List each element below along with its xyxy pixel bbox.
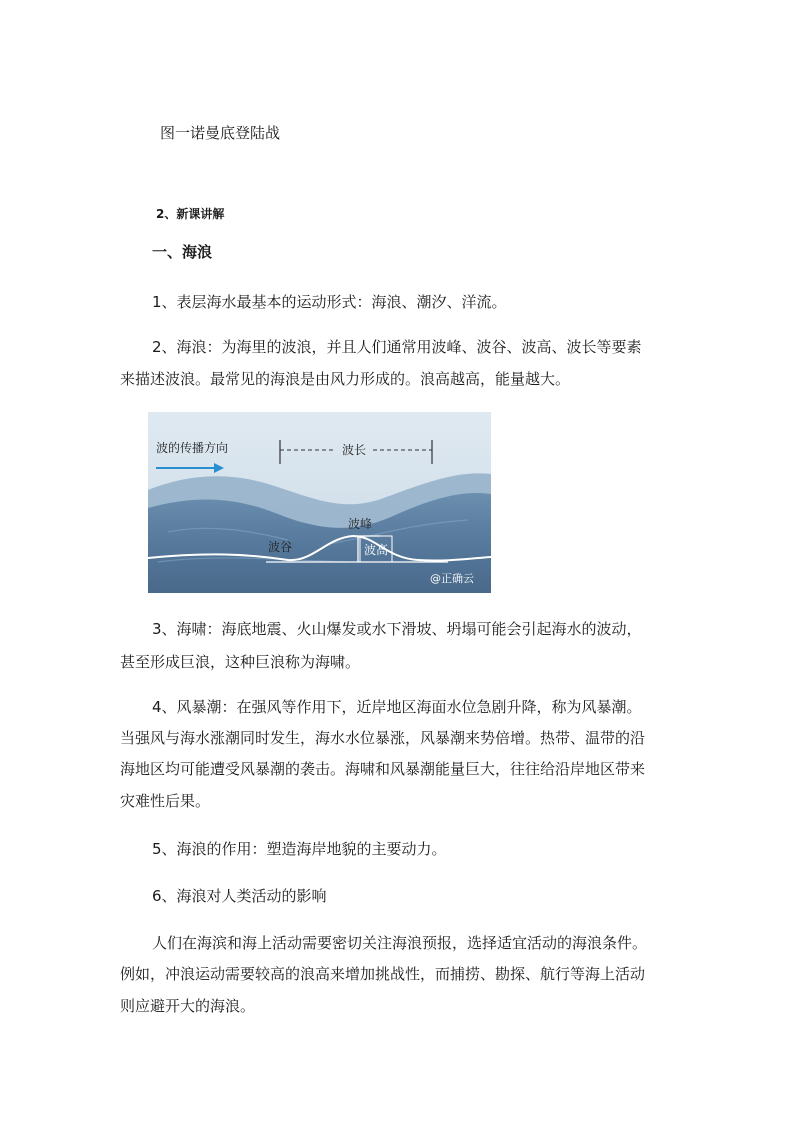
paragraph-3-line-2: 甚至形成巨浪，这种巨浪称为海啸。 [120,653,361,671]
paragraph-2-line-2: 来描述波浪。最常见的海浪是由风力形成的。浪高越高，能量越大。 [120,370,571,388]
height-label: 波高 [364,543,389,557]
section-heading: 2、新课讲解 [156,207,225,221]
paragraph-4-line-4: 灾难性后果。 [120,792,211,810]
paragraph-1: 1、表层海水最基本的运动形式：海浪、潮汐、洋流。 [152,293,507,311]
trough-label: 波谷 [268,540,293,554]
watermark: @正确云 [430,572,474,585]
wavelength-label: 波长 [342,443,367,457]
paragraph-2-line-1: 2、海浪：为海里的波浪，并且人们通常用波峰、波谷、波高、波长等要素 [152,338,642,356]
subheading: 一、海浪 [152,243,213,261]
paragraph-5: 5、海浪的作用：塑造海岸地貌的主要动力。 [152,840,447,858]
paragraph-4-line-2: 当强风与海水涨潮同时发生，海水水位暴涨，风暴潮来势倍增。热带、温带的沿 [120,729,646,747]
direction-label: 波的传播方向 [156,441,229,455]
figure-caption: 图一诺曼底登陆战 [160,124,281,142]
wave-diagram [148,412,491,593]
paragraph-6: 6、海浪对人类活动的影响 [152,887,327,905]
paragraph-7-line-3: 则应避开大的海浪。 [120,997,256,1015]
paragraph-7-line-2: 例如，冲浪运动需要较高的浪高来增加挑战性，而捕捞、勘探、航行等海上活动 [120,965,646,983]
paragraph-7-line-1: 人们在海滨和海上活动需要密切关注海浪预报，选择适宜活动的海浪条件。 [152,934,648,952]
crest-label: 波峰 [348,517,373,531]
paragraph-4-line-1: 4、风暴潮：在强风等作用下，近岸地区海面水位急剧升降，称为风暴潮。 [152,698,642,716]
paragraph-3-line-1: 3、海啸：海底地震、火山爆发或水下滑坡、坍塌可能会引起海水的波动， [152,620,642,638]
paragraph-4-line-3: 海地区均可能遭受风暴潮的袭击。海啸和风暴潮能量巨大，往往给沿岸地区带来 [120,760,646,778]
